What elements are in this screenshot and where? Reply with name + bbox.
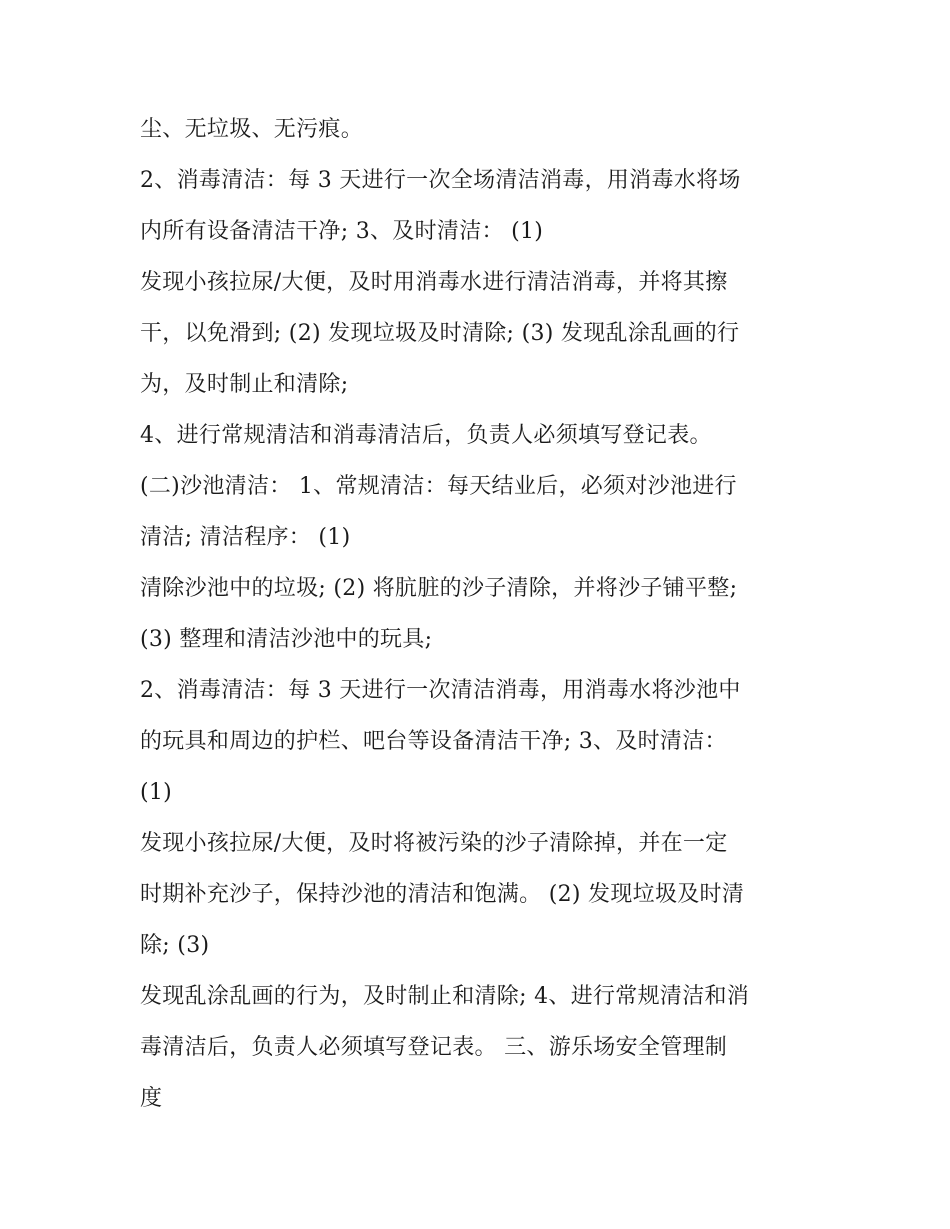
text-line: 清除沙池中的垃圾; (2) 将肮脏的沙子清除，并将沙子铺平整; — [140, 576, 738, 601]
text-line: 内所有设备清洁干净; 3、及时清洁： (1) — [140, 219, 544, 244]
text-line: 的玩具和周边的护栏、吧台等设备清洁干净; 3、及时清洁： — [140, 729, 727, 754]
text-line: (二)沙池清洁： 1、常规清洁：每天结业后，必须对沙池进行 — [140, 474, 737, 499]
text-line: 除; (3) — [140, 933, 210, 958]
text-line: 尘、无垃圾、无污痕。 — [140, 117, 364, 142]
text-line: 为，及时制止和清除; — [140, 372, 349, 397]
text-line: (1) — [140, 780, 173, 805]
text-line: 发现小孩拉尿/大便，及时用消毒水进行清洁消毒，并将其擦 — [140, 270, 728, 295]
text-line: 干，以免滑到; (2) 发现垃圾及时清除; (3) 发现乱涂乱画的行 — [140, 321, 740, 346]
text-line: 毒清洁后，负责人必须填写登记表。 三、游乐场安全管理制 — [140, 1035, 728, 1060]
text-line: 清洁; 清洁程序： (1) — [140, 525, 351, 550]
text-line: 4、进行常规清洁和消毒清洁后，负责人必须填写登记表。 — [140, 423, 712, 448]
text-line: 2、消毒清洁：每 3 天进行一次清洁消毒，用消毒水将沙池中 — [140, 678, 741, 703]
text-line: 时期补充沙子，保持沙池的清洁和饱满。 (2) 发现垃圾及时清 — [140, 882, 745, 907]
text-line: (3) 整理和清洁沙池中的玩具; — [140, 627, 433, 652]
body-text — [140, 104, 830, 1124]
text-line: 发现乱涂乱画的行为，及时制止和清除; 4、进行常规清洁和消 — [140, 984, 750, 1009]
text-line: 度 — [140, 1086, 163, 1111]
text-line: 2、消毒清洁：每 3 天进行一次全场清洁消毒，用消毒水将场 — [140, 168, 741, 193]
text-line: 发现小孩拉尿/大便，及时将被污染的沙子清除掉，并在一定 — [140, 831, 728, 856]
